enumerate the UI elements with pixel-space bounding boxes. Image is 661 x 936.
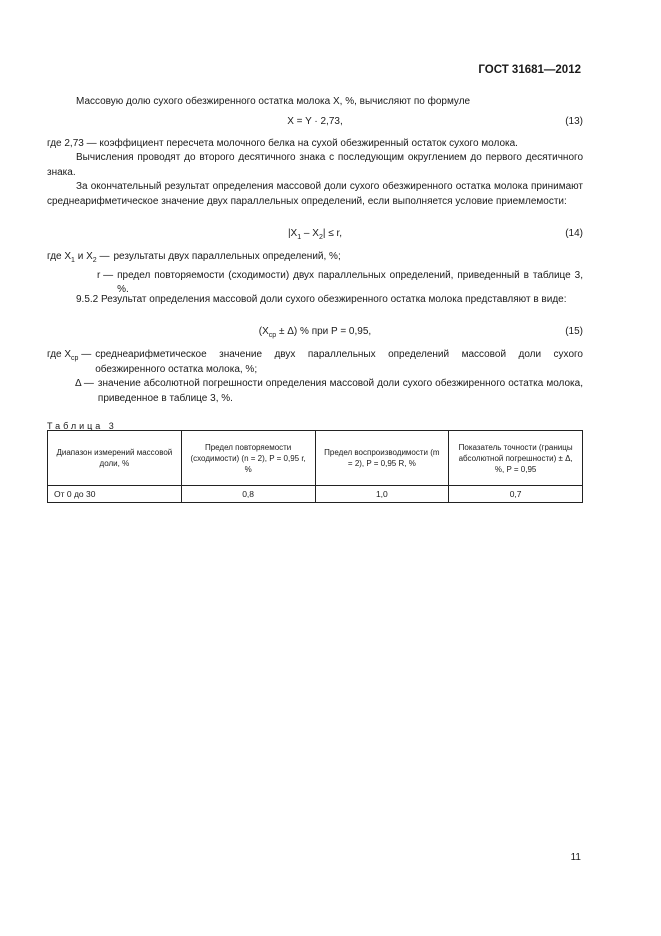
where-symbol-delta: Δ — — [75, 378, 94, 389]
paragraph-9-5-2: 9.5.2 Результат определения массовой доли сухого обезжиренного остатка молока представляют в виде: — [76, 294, 567, 305]
table-header-repeatability: Предел повторяемости (сходимости) (n = 2), P = 0,95 r, % — [181, 431, 315, 486]
table-cell-repeatability: 0,8 — [181, 486, 315, 503]
paragraph-final-result: За окончательный результат определения массовой доли сухого обезжиренного остатка молока принимают среднеарифметическое значение двух параллельных определений, если выполняется условие приемлемости: — [47, 181, 583, 207]
where-desc-delta: значение абсолютной погрешности определения массовой доли сухого обезжиренного остатка молока, приведенное в таблице 3, %. — [97, 378, 583, 404]
formula-13 — [47, 116, 583, 130]
table-cell-accuracy: 0,7 — [449, 486, 583, 503]
paragraph-intro: Массовую долю сухого обезжиренного остатка молока X, %, вычисляют по формуле — [76, 96, 471, 107]
paragraph-coefficient: где 2,73 — коэффициент пересчета молочного белка на сухой обезжиренный остаток сухого молока. — [47, 138, 518, 149]
formula-14-number: (14) — [565, 228, 583, 239]
table-header-accuracy: Показатель точности (границы абсолютной погрешности) ± Δ, %, P = 0,95 — [449, 431, 583, 486]
page-number: 11 — [570, 852, 581, 863]
formula-14 — [47, 228, 583, 242]
table-cell-reproducibility: 1,0 — [315, 486, 449, 503]
where-symbol-xcp: где $X_{ср}$ — — [47, 349, 92, 362]
formula-13-expression: X = Y · 2,73, — [287, 116, 343, 127]
standard-header: ГОСТ 31681—2012 — [478, 64, 581, 76]
where-row-delta — [47, 377, 583, 406]
accuracy-table — [47, 430, 583, 503]
formula-15-number: (15) — [565, 326, 583, 337]
where-row-x — [47, 250, 583, 269]
table-cell-range: От 0 до 30 — [48, 486, 182, 503]
formula-15 — [47, 326, 583, 340]
where-symbol-r: r — — [97, 269, 114, 281]
formula-14-expression: $|X_1 - X_2| \le r$, — [287, 228, 343, 241]
where-symbol-x: где $X_1$ и $X_2$ — — [47, 251, 110, 264]
table-header-reproducibility: Предел воспроизводимости (m = 2), P = 0,95 R, % — [315, 431, 449, 486]
paragraph-calculation: Вычисления проводят до второго десятичного знака с последующим округлением до первого десятичного знака. — [47, 152, 583, 178]
where-block-15 — [47, 348, 583, 406]
formula-15-expression: $(X_{ср} \pm \Delta)$ % при P = 0,95, — [258, 326, 372, 339]
table-header-range: Диапазон измерений массовой доли, % — [48, 431, 182, 486]
where-desc-xcp: среднеарифметическое значение двух параллельных определений массовой доли сухого обезжиренного остатка молока, %; — [95, 349, 583, 375]
where-row-xcp — [47, 348, 583, 377]
table-header-row — [48, 431, 583, 486]
table-row — [48, 486, 583, 503]
where-desc-x: результаты двух параллельных определений, %; — [113, 251, 341, 262]
where-desc-r: предел повторяемости (сходимости) двух параллельных определений, приведенный в таблице 3, %. — [117, 269, 583, 295]
table-caption: Таблица 3 — [47, 421, 117, 431]
where-block-14 — [47, 250, 583, 298]
formula-13-number: (13) — [565, 116, 583, 127]
